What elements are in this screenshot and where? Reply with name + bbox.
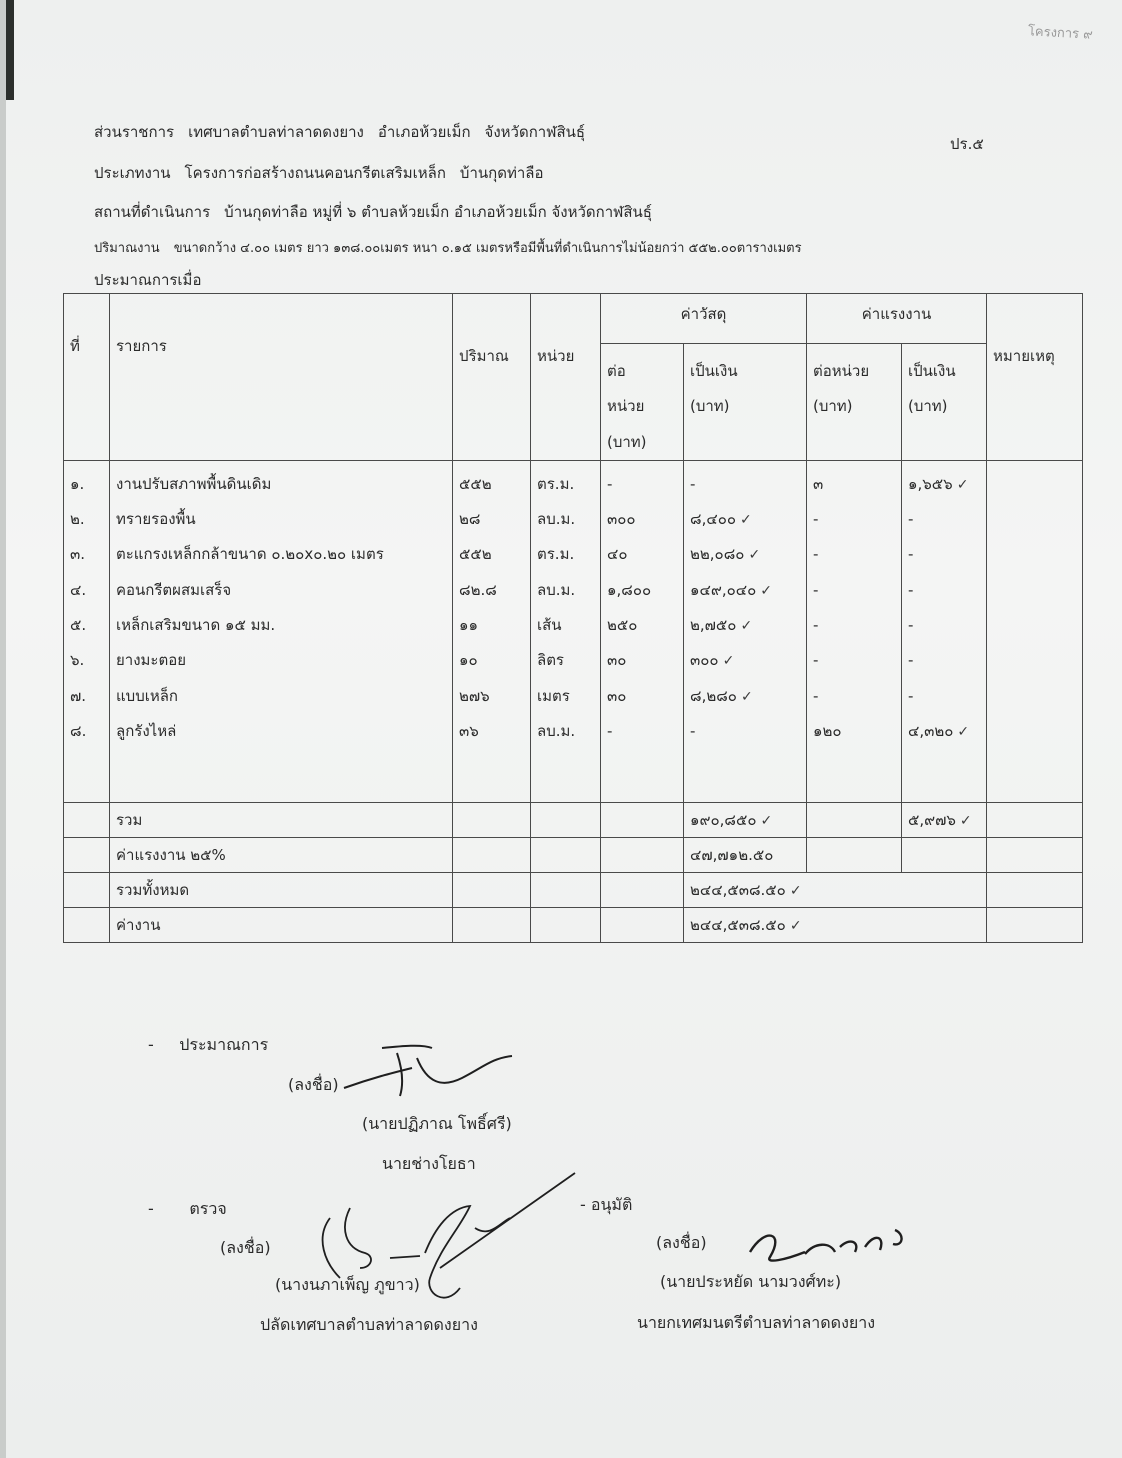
cell-mat-amount: - xyxy=(690,721,696,740)
cell-mat-amount: ๒๒,๐๘๐ ✓ xyxy=(690,545,761,564)
cell-no: ๓. xyxy=(70,545,86,564)
approver-name: (นายประหยัด นามวงศ์ทะ) xyxy=(660,1272,842,1291)
cell-mat-amount: - xyxy=(690,474,696,493)
check-mark-icon: ✓ xyxy=(740,688,753,705)
cell-no: ๔. xyxy=(70,580,87,599)
cell-no: ๘. xyxy=(70,721,87,740)
header-quantity-line: ปริมาณงาน ขนาดกว้าง ๔.๐๐ เมตร ยาว ๑๓๘.๐๐เมตร หนา ๐.๑๕ เมตรหรือมีพื้นที่ดำเนินการไม่น้อยกว่า ๕๕๒.๐๐ตารางเมตร xyxy=(94,241,802,256)
cell-qty: ๒๘ xyxy=(459,510,481,529)
approver-sign-label: (ลงชื่อ) xyxy=(656,1233,707,1252)
cell-unit: เส้น xyxy=(537,616,562,635)
cell-no: ๕. xyxy=(70,616,87,635)
cell-lab-amount: - xyxy=(908,651,914,670)
cell-mat-amount: ๒,๗๕๐ ✓ xyxy=(690,616,753,635)
cell-qty: ๘๒.๘ xyxy=(459,580,497,599)
cell-mat-amount: ๓๐๐ ✓ xyxy=(690,651,735,670)
check-mark-icon: ✓ xyxy=(957,723,970,740)
cell-mat-unit: ๔๐ xyxy=(607,545,628,564)
total-mat-amount: ๑๙๐,๘๕๐ ✓ xyxy=(684,802,807,837)
header-no: ที่ xyxy=(64,294,110,461)
cell-qty: ๑๐ xyxy=(459,651,478,670)
estimator-signature xyxy=(342,1028,522,1098)
cell-qty: ๕๕๒ xyxy=(459,545,492,564)
header-material-group: ค่าวัสดุ xyxy=(601,294,807,344)
form-code: ปร.๕ xyxy=(950,135,984,153)
estimator-sign-label: (ลงชื่อ) xyxy=(288,1075,339,1094)
checker-role: - ตรวจ xyxy=(148,1199,227,1218)
cell-lab-amount: - xyxy=(908,580,914,599)
grand-total-row: รวมทั้งหมด ๒๔๔,๕๓๘.๕๐ ✓ xyxy=(64,872,1083,907)
col-item xyxy=(110,460,453,802)
col-mat-unit xyxy=(601,460,684,802)
checker-position: ปลัดเทศบาลตำบลท่าลาดดงยาง xyxy=(260,1315,478,1334)
cell-lab-amount: - xyxy=(908,510,914,529)
approver-role: - อนุมัติ xyxy=(580,1195,633,1214)
cell-mat-unit: ๒๕๐ xyxy=(607,616,638,635)
estimator-name: (นายปฏิภาณ โพธิ์ศรี) xyxy=(362,1114,512,1133)
cell-mat-amount: ๘,๔๐๐ ✓ xyxy=(690,510,752,529)
approver-position: นายกเทศมนตรีตำบลท่าลาดดงยาง xyxy=(637,1313,876,1332)
check-mark-icon: ✓ xyxy=(760,812,773,829)
cell-lab-unit: - xyxy=(813,580,819,599)
cell-no: ๑. xyxy=(70,474,85,493)
cell-lab-unit: ๑๒๐ xyxy=(813,721,842,740)
cell-no: ๒. xyxy=(70,510,85,529)
check-mark-icon: ✓ xyxy=(956,476,969,493)
cell-item: งานปรับสภาพพื้นดินเดิม xyxy=(116,474,272,493)
cell-lab-amount: - xyxy=(908,545,914,564)
cell-lab-unit: - xyxy=(813,510,819,529)
cell-mat-amount: ๘,๒๘๐ ✓ xyxy=(690,686,753,705)
cell-item: ทรายรองพื้น xyxy=(116,510,196,529)
col-qty xyxy=(453,460,531,802)
header-estimate-date: ประมาณการเมื่อ xyxy=(94,271,202,289)
checker-name: (นางนภาเพ็ญ ภูขาว) xyxy=(275,1275,420,1294)
total-lab-amount: ๕,๙๗๖ ✓ xyxy=(902,802,987,837)
check-mark-icon: ✓ xyxy=(722,653,735,670)
estimator-role: - ประมาณการ xyxy=(148,1035,269,1054)
estimator-position: นายช่างโยธา xyxy=(382,1154,476,1173)
items-block xyxy=(64,460,1083,802)
approver-signature xyxy=(745,1222,915,1267)
cell-mat-unit: ๓๐ xyxy=(607,651,627,670)
cell-no: ๖. xyxy=(70,651,85,670)
check-mark-icon: ✓ xyxy=(740,618,753,635)
labor-percent-amount: ๔๗,๗๑๒.๕๐ xyxy=(684,837,807,872)
cell-lab-unit: - xyxy=(813,616,819,635)
cell-lab-amount: - xyxy=(908,616,914,635)
cell-no: ๗. xyxy=(70,686,87,705)
cell-lab-unit: - xyxy=(813,545,819,564)
cell-unit: ตร.ม. xyxy=(537,474,575,493)
cell-mat-unit: ๓๐๐ xyxy=(607,510,636,529)
check-mark-icon: ✓ xyxy=(959,812,972,829)
grand-total-amount: ๒๔๔,๕๓๘.๕๐ ✓ xyxy=(684,872,987,907)
background-edge xyxy=(6,0,14,100)
col-lab-unit xyxy=(807,460,902,802)
work-cost-row: ค่างาน ๒๔๔,๕๓๘.๕๐ ✓ xyxy=(64,907,1083,942)
col-unit xyxy=(531,460,601,802)
cell-unit: ลบ.ม. xyxy=(537,580,576,599)
corner-handwritten-note: โครงการ ๙ xyxy=(1027,24,1094,43)
check-mark-icon: ✓ xyxy=(748,547,761,564)
cell-lab-amount: ๔,๓๒๐ ✓ xyxy=(908,721,970,740)
cell-qty: ๕๕๒ xyxy=(459,474,492,493)
header-labor-group: ค่าแรงงาน xyxy=(807,294,987,344)
cell-unit: เมตร xyxy=(537,686,570,705)
cell-lab-amount: ๑,๖๕๖ ✓ xyxy=(908,474,969,493)
cell-unit: ลิตร xyxy=(537,651,564,670)
cell-mat-unit: - xyxy=(607,474,613,493)
check-mark-icon: ✓ xyxy=(740,512,752,529)
cell-mat-unit: ๑,๘๐๐ xyxy=(607,580,652,599)
check-mark-icon: ✓ xyxy=(760,582,773,599)
cell-unit: ลบ.ม. xyxy=(537,721,576,740)
cell-item: แบบเหล็ก xyxy=(116,686,178,705)
header-work-type-line: ประเภทงาน โครงการก่อสร้างถนนคอนกรีตเสริมเหล็ก บ้านกุดท่าลือ xyxy=(94,164,544,182)
cell-lab-unit: - xyxy=(813,686,819,705)
header-agency-line: ส่วนราชการ เทศบาลตำบลท่าลาดดงยาง อำเภอห้วยเม็ก จังหวัดกาฬสินธุ์ xyxy=(94,123,586,141)
header-material-per-unit: ต่อ หน่วย (บาท) xyxy=(601,344,684,461)
cell-item: ลูกรังไหล่ xyxy=(116,721,177,740)
cell-mat-unit: - xyxy=(607,721,613,740)
cell-item: เหล็กเสริมขนาด ๑๕ มม. xyxy=(116,616,276,635)
col-remark xyxy=(987,460,1083,802)
header-unit: หน่วย xyxy=(531,294,601,461)
cell-item: ตะแกรงเหล็กกล้าขนาด ๐.๒๐x๐.๒๐ เมตร xyxy=(116,545,384,564)
col-lab-amount xyxy=(902,460,987,802)
col-mat-amount xyxy=(684,460,807,802)
header-qty: ปริมาณ xyxy=(453,294,531,461)
cell-lab-unit: ๓ xyxy=(813,474,824,493)
cell-unit: ลบ.ม. xyxy=(537,510,576,529)
header-item: รายการ xyxy=(110,294,453,461)
header-labor-per-unit: ต่อหน่วย (บาท) xyxy=(807,344,902,461)
cell-qty: ๒๗๖ xyxy=(459,686,490,705)
labor-percent-row: ค่าแรงงาน ๒๕% ๔๗,๗๑๒.๕๐ xyxy=(64,837,1083,872)
check-mark-icon: ✓ xyxy=(789,917,802,934)
check-mark-icon: ✓ xyxy=(789,882,802,899)
header-location-line: สถานที่ดำเนินการ บ้านกุดท่าลือ หมู่ที่ ๖ ตำบลห้วยเม็ก อำเภอห้วยเม็ก จังหวัดกาฬสินธุ์ xyxy=(94,203,652,221)
cost-estimate-table xyxy=(63,293,1083,943)
header-remark: หมายเหตุ xyxy=(987,294,1083,461)
checker-sign-label: (ลงชื่อ) xyxy=(220,1238,271,1257)
cell-qty: ๑๑ xyxy=(459,616,479,635)
cell-qty: ๓๖ xyxy=(459,721,479,740)
cell-lab-unit: - xyxy=(813,651,819,670)
col-no xyxy=(64,460,110,802)
header-labor-amount: เป็นเงิน (บาท) xyxy=(902,344,987,461)
total-row: รวม ๑๙๐,๘๕๐ ✓ ๕,๙๗๖ ✓ xyxy=(64,802,1083,837)
header-material-amount: เป็นเงิน (บาท) xyxy=(684,344,807,461)
cell-mat-unit: ๓๐ xyxy=(607,686,627,705)
cell-item: คอนกรีตผสมเสร็จ xyxy=(116,580,232,599)
cell-unit: ตร.ม. xyxy=(537,545,575,564)
cell-mat-amount: ๑๔๙,๐๔๐ ✓ xyxy=(690,580,773,599)
cell-item: ยางมะตอย xyxy=(116,651,187,670)
work-cost-amount: ๒๔๔,๕๓๘.๕๐ ✓ xyxy=(684,907,987,942)
cell-lab-amount: - xyxy=(908,686,914,705)
